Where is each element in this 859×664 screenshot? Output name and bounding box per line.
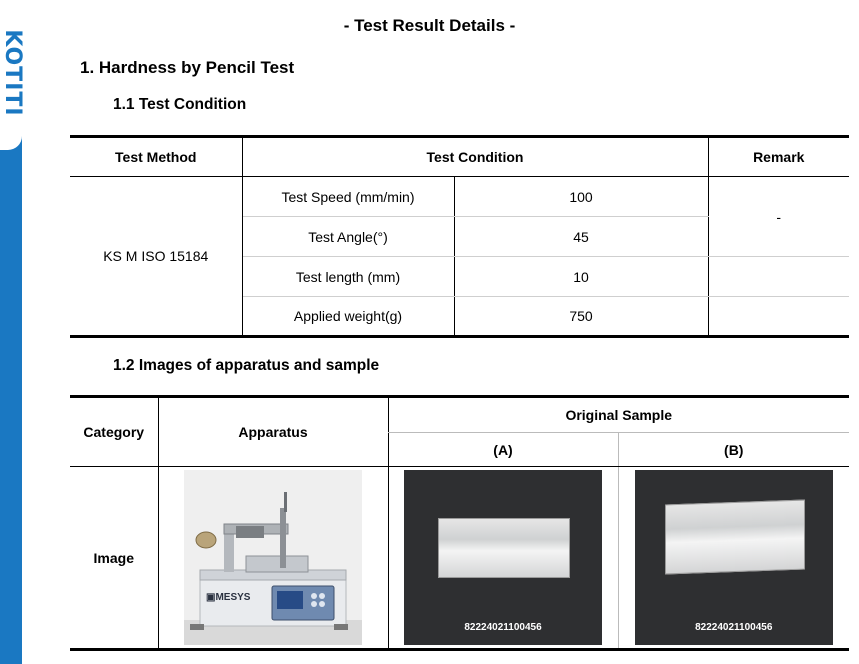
header-sample-a: (A)	[388, 433, 618, 467]
remark-empty	[708, 297, 849, 337]
remark-value: -	[708, 177, 849, 257]
sample-a-cell	[388, 467, 618, 650]
section-1-2-title: 1.2 Images of apparatus and sample	[113, 357, 380, 374]
section-1-1-title: 1.1 Test Condition	[113, 96, 247, 113]
header-remark: Remark	[708, 137, 849, 177]
test-method-value: KS M ISO 15184	[70, 177, 242, 337]
test-condition-table	[70, 135, 849, 338]
header-test-condition: Test Condition	[242, 137, 708, 177]
sample-b-label: 82224021100456	[695, 622, 773, 633]
sample-a-photo	[404, 470, 602, 645]
condition-label: Applied weight(g)	[242, 297, 454, 337]
table-header-row	[70, 137, 849, 177]
header-sample-b: (B)	[618, 433, 849, 467]
condition-label: Test length (mm)	[242, 257, 454, 297]
header-test-method: Test Method	[70, 137, 242, 177]
condition-label: Test Speed (mm/min)	[242, 177, 454, 217]
condition-label: Test Angle(°)	[242, 217, 454, 257]
section-1-title: 1. Hardness by Pencil Test	[80, 58, 295, 77]
sample-a-label: 82224021100456	[464, 622, 542, 633]
row-label-image: Image	[93, 549, 134, 566]
condition-value: 100	[454, 177, 708, 217]
header-category: Category	[70, 397, 158, 467]
apparatus-cell	[158, 467, 388, 650]
sample-a-plate	[438, 518, 570, 578]
apparatus-photo	[184, 470, 362, 645]
header-apparatus: Apparatus	[158, 397, 388, 467]
remark-empty	[708, 257, 849, 297]
images-table	[70, 395, 849, 651]
sample-b-cell	[618, 467, 849, 650]
apparatus-illustration	[184, 470, 362, 645]
sample-b-photo	[635, 470, 833, 645]
condition-value: 45	[454, 217, 708, 257]
brand-logo: KOTITI	[0, 29, 25, 117]
table-row	[70, 177, 849, 217]
apparatus-brand-text: ▣MESYS	[206, 592, 251, 603]
sample-b-plate	[665, 500, 805, 575]
header-original-sample: Original Sample	[388, 397, 849, 433]
condition-value: 10	[454, 257, 708, 297]
page-title: - Test Result Details -	[343, 16, 516, 35]
condition-value: 750	[454, 297, 708, 337]
